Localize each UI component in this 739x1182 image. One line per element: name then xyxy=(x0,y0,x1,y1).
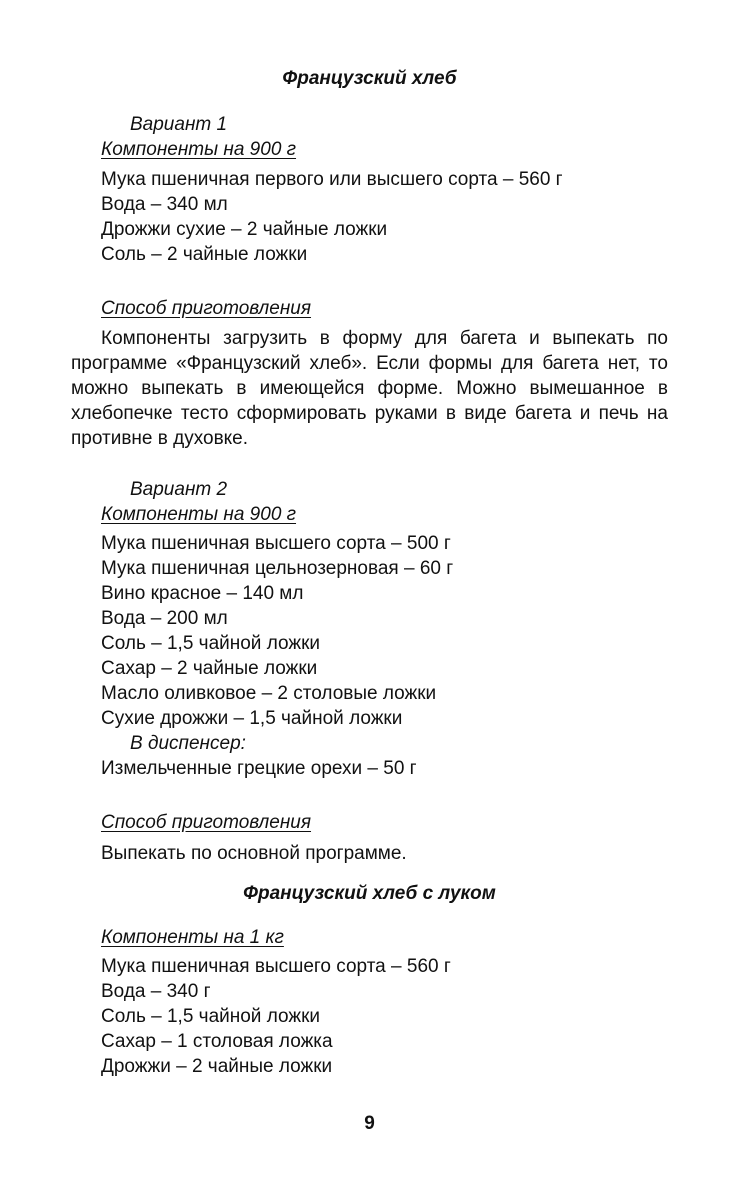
ingredient-line: Вода – 340 г xyxy=(101,981,211,1002)
method-text: Выпекать по основной программе. xyxy=(101,843,407,864)
page-number: 9 xyxy=(364,1113,375,1134)
variant-label: Вариант 1 xyxy=(130,114,228,135)
ingredient-line: Масло оливковое – 2 столовые ложки xyxy=(101,683,437,704)
ingredient-line: Соль – 1,5 чайной ложки xyxy=(101,1006,320,1027)
ingredient-line: Вода – 200 мл xyxy=(101,608,228,629)
recipe-title: Французский хлеб с луком xyxy=(243,883,496,904)
components-heading: Компоненты на 900 г xyxy=(101,139,297,160)
ingredient-line: Мука пшеничная высшего сорта – 500 г xyxy=(101,533,451,554)
ingredient-line: Соль – 1,5 чайной ложки xyxy=(101,633,320,654)
method-paragraph: Компоненты загрузить в форму для багета и выпекать по программе «Французский хлеб». Если формы для багета нет, то можно выпекать в имеющейся форме. Можно вымешанное в хлебопечке тесто сформировать руками в виде багета и печь на противне в духовке. xyxy=(71,328,668,449)
ingredient-line: Сахар – 1 столовая ложка xyxy=(101,1031,333,1052)
variant-label: Вариант 2 xyxy=(130,479,228,500)
method-heading: Способ приготовления xyxy=(101,812,312,833)
ingredient-line: Мука пшеничная цельнозерновая – 60 г xyxy=(101,558,454,579)
ingredient-line: Вода – 340 мл xyxy=(101,194,228,215)
components-heading: Компоненты на 1 кг xyxy=(101,927,284,948)
dispenser-label: В диспенсер: xyxy=(130,733,246,754)
ingredient-line: Дрожжи сухие – 2 чайные ложки xyxy=(101,219,388,240)
ingredient-line: Сухие дрожжи – 1,5 чайной ложки xyxy=(101,708,403,729)
method-heading: Способ приготовления xyxy=(101,298,312,319)
ingredient-line: Дрожжи – 2 чайные ложки xyxy=(101,1056,333,1077)
ingredient-line: Мука пшеничная первого или высшего сорта – 560 г xyxy=(101,169,563,190)
dispenser-item: Измельченные грецкие орехи – 50 г xyxy=(101,758,417,779)
ingredient-line: Мука пшеничная высшего сорта – 560 г xyxy=(101,956,451,977)
components-heading: Компоненты на 900 г xyxy=(101,504,297,525)
ingredient-line: Соль – 2 чайные ложки xyxy=(101,244,308,265)
ingredient-line: Сахар – 2 чайные ложки xyxy=(101,658,318,679)
recipe-title: Французский хлеб xyxy=(282,68,457,89)
ingredient-line: Вино красное – 140 мл xyxy=(101,583,304,604)
